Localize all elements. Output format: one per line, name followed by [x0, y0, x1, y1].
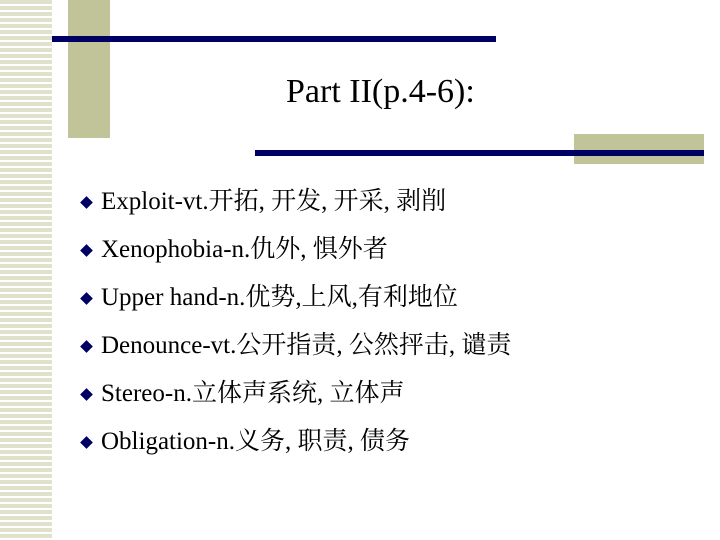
- list-item: [78, 226, 511, 274]
- diamond-icon: [80, 388, 93, 401]
- diamond-icon: [80, 292, 93, 305]
- list-item: [78, 322, 511, 370]
- bullet-text: Denounce-vt.公开指责, 公然抨击, 谴责: [101, 332, 512, 359]
- list-item: [78, 178, 511, 226]
- list-item: [78, 274, 511, 322]
- diamond-icon: [80, 340, 93, 353]
- bullet-text: Exploit-vt.开拓, 开发, 开采, 剥削: [101, 188, 447, 215]
- decorative-stripe-bar: [0, 0, 52, 540]
- bullet-text: Stereo-n.立体声系统, 立体声: [101, 380, 405, 407]
- bullet-text: Xenophobia-n.仇外, 惧外者: [101, 236, 388, 263]
- decorative-block-top: [68, 0, 110, 138]
- title-rule-top: [52, 36, 496, 42]
- title-rule-bottom: [255, 150, 704, 156]
- bullet-text: Obligation-n.义务, 职责, 债务: [101, 428, 411, 455]
- bullet-list: [78, 178, 511, 466]
- slide-title: Part II(p.4-6):: [286, 73, 475, 110]
- diamond-icon: [80, 436, 93, 449]
- diamond-icon: [80, 244, 93, 257]
- decorative-block-bottom: [574, 134, 704, 164]
- list-item: [78, 418, 511, 466]
- list-item: [78, 370, 511, 418]
- bullet-text: Upper hand-n.优势,上风,有利地位: [101, 284, 458, 311]
- diamond-icon: [80, 196, 93, 209]
